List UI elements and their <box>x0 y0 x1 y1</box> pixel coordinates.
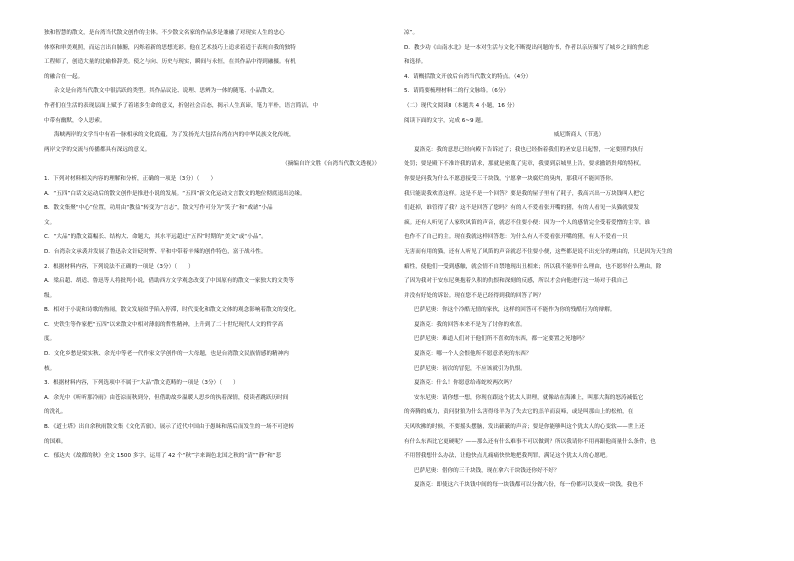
right-column-line: 也作不了自己的主。现在我就这样回答您：为什么有人不爱看张开嘴的猪，有人不爱看一只 <box>404 234 628 241</box>
right-column-line: （二）现代文阅读Ⅱ（本题共 4 小题，16 分） <box>404 102 518 109</box>
right-column-line: 的奔腾的威力，责问豺狼为什么害得母羊为了失去它的羔羊而哀啼，或是叫那山上的松柏，在 <box>404 409 634 416</box>
right-column-line: 疯。还有人听见了人家吹风笛的声音，就忍不住要小便：因为一个人的感情完全受着爱憎的主宰，谁 <box>404 219 651 226</box>
right-column-line: 并没有好处的诉讼。现在您不是已经得到我的回答了吗？ <box>404 292 544 299</box>
left-column-line: B．散文集聚“中心”位置，功用由“教益”转变为“言志”，散文写作可分为“笑子”和“戏谑”小品 <box>44 205 273 212</box>
right-column-line: 了因为我对于安东尼奥抱着久积的仇恨和深刻的反感，所以才会向他进行这一场对于我自己 <box>404 278 628 285</box>
right-column-line: 阅读下面的文字，完成 6~9 题。 <box>404 117 487 124</box>
right-column-line: 你要是问我为什么不愿意接受三千块钱，宁愿拿一块腐烂的臭肉，那我可不能回答你。 <box>404 175 617 182</box>
right-column-line: 4．请概括散文开放后台湾当代散文的特点。（4分） <box>404 73 532 80</box>
left-column-line: 度。 <box>44 336 56 343</box>
right-column-line: 们赶掉，谁管得了我？这不是回答了您吗？有的人不爱看张开嘴的猪，有的人看见一头猫就要发 <box>404 205 639 212</box>
left-column-line: 中带有幽默，令人思索。 <box>44 117 106 124</box>
left-column-line: 两岸文学的交流与传播都具有深远的意义。 <box>44 146 151 153</box>
left-column-line: 的国难。 <box>44 438 67 445</box>
right-column-line: 凉”。 <box>404 30 419 36</box>
right-column-line: 夏洛克：哪一个人会恨他所不愿意杀死的东西？ <box>414 351 532 358</box>
left-column-line: C．“大品”的散文篇幅长、结构大、命题大，其水平远超过“五四”时期的“美文”或“小品”。 <box>44 234 267 241</box>
right-column-line: 夏洛克：我的回答本来不是为了讨你的欢喜。 <box>414 321 526 328</box>
right-column-line: 夏洛克：即使这六千块钱中间的每一块钱都可以分做六份，每一份都可以变成一块钱，我也不 <box>414 482 644 489</box>
left-column-line: 级。 <box>44 292 56 299</box>
right-column <box>404 26 754 493</box>
left-column-line: 的融合在一起。 <box>44 73 84 80</box>
right-column-line: 有什么东西比它更硬呢？——那么还有什么难事不可以做到？所以我请你不用再跟他商量什么条件，也 <box>404 438 656 445</box>
left-column-line: B．《道士塔》出自余秋雨散文集《文化苦旅》，展示了近代中国由于愚昧和落后而发生的一场不可逆转 <box>44 424 294 431</box>
left-column-line: 海峡两岸的文学当中有着一脉相承的文化底蕴，为了发扬光大包括台湾在内的中华民族文化传统， <box>54 132 295 139</box>
left-column-line: 文。 <box>44 219 56 226</box>
left-column-line: （摘编自许文胜《台湾当代散文透视》） <box>282 161 380 168</box>
right-column-line: 5．请简要梳理材料二的行文脉络。（6分） <box>404 88 510 95</box>
left-column-line: 工程师了，创造大量的比喻修辞美。使之与向、历史与现实，瞬间与永恒，在其作品中得到融摄。有机 <box>44 59 296 66</box>
right-column-line: 我只能说我欢喜这样。这是不是一个回答？要是我的屋子里有了耗子，我高兴出一万块钱叫人把它 <box>404 190 645 197</box>
right-column-line: 癖性，使他们一受到感触，就会情不自禁地现出丑相来；所以我不能举什么理由，也不愿举什么理由，除 <box>404 263 662 270</box>
left-column-line: C．郁达夫《故都的秋》全文 1500 多字，运用了 42 个“秋”字来调色北国之秋的“清”“静”和“悲 <box>44 453 282 460</box>
right-column-line: 天风吹拂的时候，不要摇头摆脑，发出簌簌的声音；要是你能够叫这个犹太人的心变软——世上还 <box>404 424 645 431</box>
left-column-line: 的洗礼。 <box>44 409 67 416</box>
left-column-line: 独和智慧的散文，是台湾当代散文创作的主体。不少散文名家的作品多是兼融了对现实人生的忠心 <box>44 30 285 36</box>
right-column-line: 威尼斯商人（节选） <box>553 132 605 139</box>
right-column-line: 巴萨尼奥：初次的冒犯，不应该就引为仇恨。 <box>414 365 526 372</box>
left-column-line: 1．下列对材料相关内容的理解和分析，正确的一项是（3分）（ ） <box>44 175 217 182</box>
left-column-line: 杂文是台湾当代散文中很活跃的类型。其作品议论、说理、思辨为一体的随笔、小品散文。 <box>54 88 278 95</box>
left-column-line: A．“五四”白话文运动后的散文创作是推进小说的发展。“五四”新文化运动文言散文的地位彻底退出边缘。 <box>44 190 306 197</box>
right-column-line: 安东尼奥：请你想一想，你现在跟这个犹太人讲理，就像站在海滩上，叫那大海的怒涛减低它 <box>414 394 644 401</box>
right-column-line: 无害而有用的猫，还有人听见了风笛的声音就忍不住要小便，这些都是说不出充分的理由的，只是因为天生的 <box>404 248 673 255</box>
left-column <box>44 26 380 464</box>
left-column-line: A．梁启超、胡适、鲁迅等人将批判小说，借助西方文学观念改变了中国原有的散文一家独大的文类等 <box>44 278 294 285</box>
left-column-line: 2．根据材料内容，下列说法不正确的一项是（3分）（ ） <box>44 263 194 270</box>
right-column-line: 巴萨尼奥：你这个冷酷无情的家伙，这样的回答可不能作为你的残酷行为的辩解。 <box>414 307 616 314</box>
left-column-line: 体察和审美观照，而运言出自肺腑，闪烁着新的思想光彩。他在艺术技巧上追求着适于表现自我的独特 <box>44 44 296 51</box>
right-column-line: 巴萨尼奥：难道人们对于他们所不喜欢的东西，都一定要置之死地吗？ <box>414 336 588 343</box>
right-column-line: 巴萨尼奥：借你的三千块钱，现在拿六千块钱还你好不好？ <box>414 467 560 474</box>
left-column-line: D．文化乡愁是梁实秋、余光中等老一代作家文学创作的一大母题，也是台湾散文民族情感的精神内 <box>44 351 289 358</box>
left-column-line: B．相对于小说和诗歌的热闹，散文发展似乎陷入停滞，时代变化和散文文体的观念影响着散文的变化。 <box>44 307 300 314</box>
left-column-line: C．史铁生等作家把“五四”以来散文中相对薄弱的哲性精神，上升到了二十世纪现代人文的哲学高 <box>44 321 284 328</box>
right-column-line: 处罚；要是殿下不准许我的请求，那就是密蔑了宪章，我要到京城里上告，要求撤销贵邦的特权。 <box>404 161 645 168</box>
right-column-line: D．教少功《山南水北》是一本对生活与文化不断提出问题的书，作者以亲历描写了城乡之间的焦虑 <box>404 44 649 51</box>
right-column-line: 夏洛克：什么！你愿意给毒蛇咬两次吗？ <box>414 380 515 387</box>
left-column-line: A．余光中《听听那冷雨》由苍凉而秋到分，但借助故乡温暖人思乡的执着深情，使读者跳跃历时间 <box>44 394 289 401</box>
left-column-line: D．台湾杂文承袭并发展了鲁迅杂文针砭时弊、平和中带着辛辣的创作特色，富于战斗性。 <box>44 248 267 255</box>
right-column-line: 不用替我想什么办法，让他快点儿痛痛快快地把我判罪，满足这个犹太人的心愿吧。 <box>404 453 611 460</box>
left-column-line: 3．根据材料内容，下列选项中不属于“大品”散文范畴的一项是（3分）（ ） <box>44 380 239 387</box>
left-column-line: 作者们在生活的表现层面上赋予了着诸多生命的意义，折射社会百态，揭示人生真谛，笔力平朴，语言简洁，中 <box>44 102 319 109</box>
right-column-line: 和选择。 <box>404 59 427 66</box>
left-column-line: 核。 <box>44 365 56 372</box>
right-column-line: 夏洛克：我的意思已经向殿下告诉过了；我也已经指着我们的圣安息日起誓，一定要照约执行 <box>414 146 644 153</box>
